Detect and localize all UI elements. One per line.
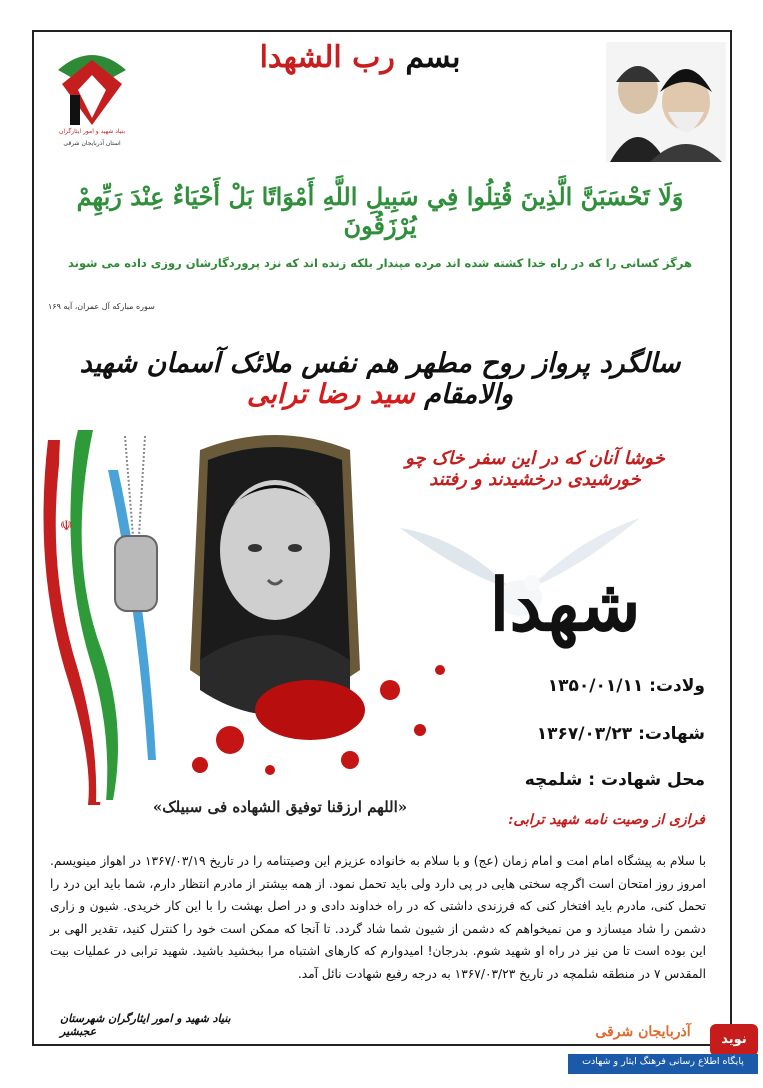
poem-line: خوشا آنان که در این سفر خاک چو خورشیدی درخشیدند و رفتند	[405, 448, 665, 490]
leaders-portrait	[606, 42, 726, 162]
headline-text: سالگرد پرواز روح مطهر هم نفس ملائک آسمان شهید والامقام	[79, 348, 681, 410]
verse-source: سوره مبارکه آل عمران، آیه ۱۶۹	[48, 302, 155, 311]
dog-tag	[105, 436, 165, 616]
logo-text: بنیاد شهید و امور ایثارگران	[58, 128, 126, 135]
watermark-title: آذربایجان شرقی	[595, 1024, 691, 1040]
place-value: شلمچه	[524, 770, 583, 790]
martyrdom-date-line	[440, 724, 705, 744]
watermark-subtitle: پایگاه اطلاع رسانی فرهنگ ایثار و شهادت	[582, 1056, 744, 1067]
birth-date-line	[440, 676, 705, 696]
will-heading: فرازی از وصیت نامه شهید ترابی:	[508, 812, 705, 828]
martyr-name: سید رضا ترابی	[246, 379, 415, 410]
foundation-logo	[48, 40, 136, 150]
quran-verse: وَلَا تَحْسَبَنَّ الَّذِينَ قُتِلُوا فِي سَبِيلِ اللَّهِ أَمْوَاتًا بَلْ أَحْيَاءٌ عِنْدَ رَبِّهِمْ يُرْزَقُونَ	[76, 182, 684, 240]
martyrdom-value: ۱۳۶۷/۰۳/۲۳	[536, 724, 633, 744]
watermark-badge: نوید	[710, 1024, 758, 1056]
bismillah-title	[250, 40, 470, 90]
blood-splash-decoration	[170, 650, 470, 790]
bismillah-black: بسم	[405, 40, 461, 75]
martyrdom-place-line	[440, 770, 705, 790]
logo-subtext: استان آذربایجان شرقی	[63, 140, 121, 147]
prayer-text: «اللهم ارزقنا توفیق الشهاده فی سبیلک»	[152, 798, 408, 816]
will-excerpt: با سلام به پیشگاه امام امت و امام زمان (عج) و با سلام به خانواده عزیزم این وصیتنامه را در تاریخ ۱۳۶۷/۰۳/۱۹ در اهواز مینویسم. امروز روز امتحان است اگرچه سختی هایی در پی دارد ولی باید تحمل نمود. از همه بیشتر از مادرم انتظار دارم، شما باید این درد را تحمل کنی، مادرم باید افتخار کنی که فرزندی داشتی که در راه خداوند دادی و در اصل بهشت را با این کار خریدی. شیون و زاری دشمن را شاد میسازد و من نمیخواهم که دشمن از شیون شما شاد گردد. تا آنجا که ممکن است خود را کنترل کنید، تقدیر الهی بر این بوده است تا من نیز در راه او شهید شوم. بدرجان! امیدوارم که کارهای اشتباه مرا ببخشید باشید. شهید ترابی در عملیات بیت المقدس ۷ در منطقه شلمچه در تاریخ ۱۳۶۷/۰۳/۲۳ به درجه رفیع شهادت نائل آمد.	[50, 854, 707, 981]
site-watermark	[568, 1024, 758, 1076]
martyrdom-label: شهادت:	[638, 724, 705, 744]
svg-text:☫: ☫	[60, 518, 73, 534]
place-label: محل شهادت :	[588, 770, 705, 790]
anniversary-headline	[48, 348, 712, 410]
shohada-calligraphy: شهدا	[489, 562, 641, 647]
verse-translation: هرگز کسانی را که در راه خدا کشته شده اند مرده مپندار بلکه زنده اند که نزد پروردگارشان روزی داده می شوند	[68, 256, 692, 270]
birth-value: ۱۳۵۰/۰۱/۱۱	[547, 676, 644, 696]
bismillah-red: رب الشهدا	[259, 40, 395, 75]
birth-label: ولادت:	[649, 676, 705, 696]
issuer-signature: بنیاد شهید و امور ایثارگران شهرستان عجبشیر	[60, 1012, 231, 1038]
